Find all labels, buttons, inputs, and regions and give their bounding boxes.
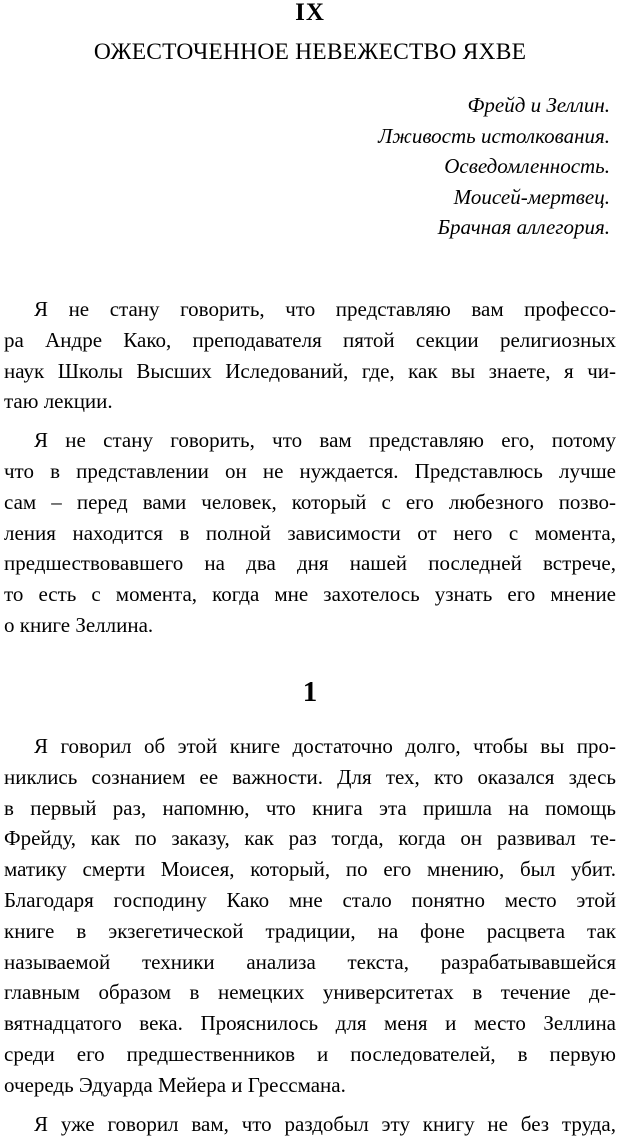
text-line: матику смерти Моисея, который, по его мнению, был убит. xyxy=(4,857,616,882)
text-line: Я уже говорил вам, что раздобыл эту книгу не без труда, xyxy=(34,1111,616,1136)
text-line: никлись сознанием ее важности. Для тех, кто оказался здесь xyxy=(4,764,616,789)
epigraph xyxy=(210,90,610,243)
text-line: ра Андре Како, преподавателя пятой секции религиозных xyxy=(4,327,616,352)
paragraph xyxy=(4,1109,616,1139)
section-number: 1 xyxy=(302,676,318,708)
text-line: о книге Зеллина. xyxy=(4,612,154,637)
text-line: то есть с момента, когда мне захотелось узнать его мнение xyxy=(4,582,616,607)
text-line: среди его предшественников и последователей, в первую xyxy=(4,1041,616,1066)
epigraph-line: Лживость истолкования. xyxy=(378,123,610,148)
text-line: Фрейду, как по заказу, как раз тогда, когда он развивал те- xyxy=(4,826,616,851)
text-line: очередь Эдуарда Мейера и Грессмана. xyxy=(4,1072,346,1097)
epigraph-line: Моисей-мертвец. xyxy=(453,184,610,209)
text-line: вятнадцатого века. Прояснилось для меня и место Зеллина xyxy=(4,1011,616,1036)
text-line: предшествовавшего на два дня нашей последней встрече, xyxy=(4,551,616,576)
text-line: Я не стану говорить, что представляю вам профессо- xyxy=(34,297,616,321)
paragraph xyxy=(4,731,616,1101)
text-line: таю лекции. xyxy=(4,389,113,414)
epigraph-line: Брачная аллегория. xyxy=(437,215,610,239)
text-line: Благодаря господину Како мне стало понятно место этой xyxy=(4,887,616,912)
text-line: главным образом в немецких университетах в течение де- xyxy=(4,980,616,1005)
paragraph xyxy=(4,294,616,417)
epigraph-line: Фрейд и Зеллин. xyxy=(467,93,610,117)
chapter-title: ОЖЕСТОЧЕННОЕ НЕВЕЖЕСТВО ЯХВЕ xyxy=(93,39,527,65)
intro-text xyxy=(4,294,616,641)
text-line: Я не стану говорить, что вам представляю его, потому xyxy=(34,428,616,453)
text-line: книге в экзегетической традиции, на фоне расцвета так xyxy=(4,918,616,943)
text-line: называемой техники анализа текста, разрабатывавшейся xyxy=(4,949,616,974)
epigraph-line: Осведомленность. xyxy=(444,154,610,178)
section-text xyxy=(4,731,616,1139)
text-line: ления находится в полной зависимости от него с момента, xyxy=(4,520,616,545)
text-line: сам – перед вами человек, который с его любезного позво- xyxy=(4,489,616,514)
text-line: в первый раз, напомню, что книга эта пришла на помощь xyxy=(4,795,616,820)
paragraph xyxy=(4,425,616,641)
text-line: Я говорил об этой книге достаточно долго, чтобы вы про- xyxy=(34,734,616,758)
text-line: наук Школы Высших Иследований, где, как вы знаете, я чи- xyxy=(4,358,616,383)
chapter-number: IX xyxy=(295,0,325,26)
text-line: что в представлении он не нуждается. Представлюсь лучше xyxy=(4,458,616,483)
